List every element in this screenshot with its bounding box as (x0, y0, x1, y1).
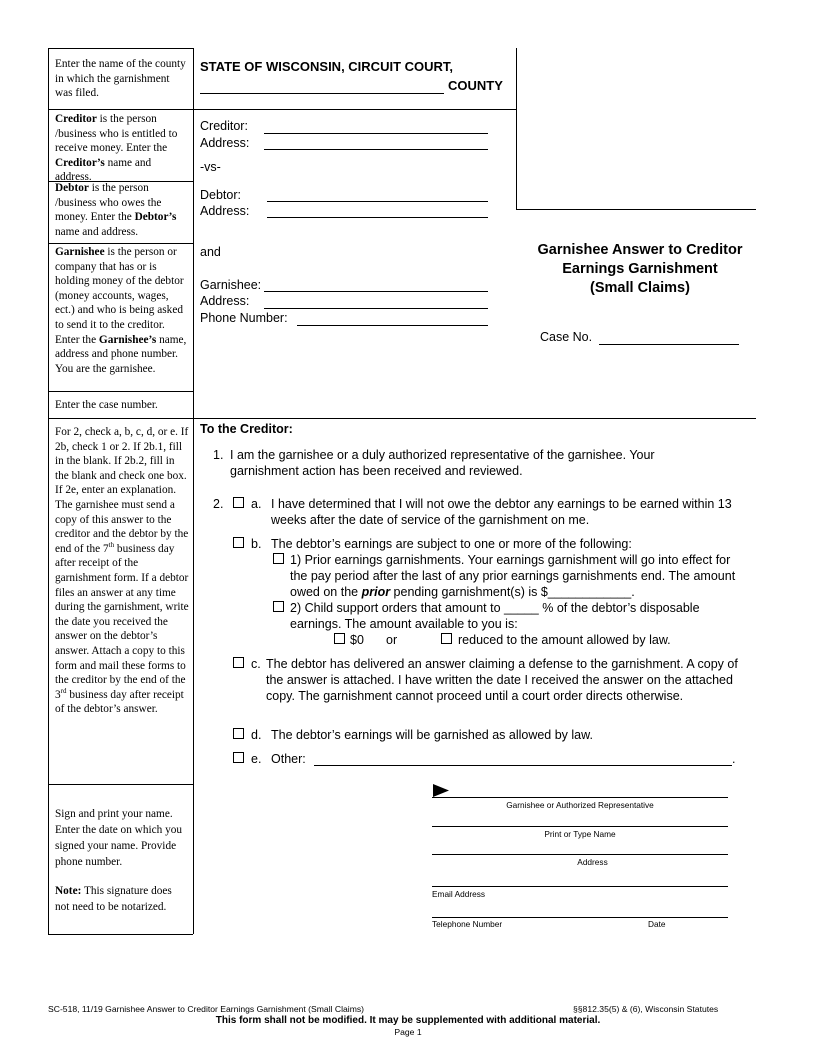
form-title-line3: (Small Claims) (590, 280, 690, 296)
instr-county: Enter the name of the county in which the garnishment was filed. (55, 58, 186, 100)
option-d-label: d. (251, 728, 262, 742)
option-c-text: The debtor has delivered an answer claiming a defense to the garnishment. A copy of the answer is attached. I have written the date I received the answer on the attached copy. The garnishment cannot proceed until a court order directs otherwise. (266, 657, 738, 703)
signature-line[interactable] (432, 797, 728, 798)
option-d-checkbox[interactable] (233, 728, 244, 739)
option-b-checkbox[interactable] (233, 537, 244, 548)
modification-notice: This form shall not be modified. It may be supplemented with additional material. (215, 1015, 601, 1026)
garnishee-phone-field[interactable] (297, 325, 488, 326)
creditor-label: Creditor: (200, 119, 248, 133)
option-a-label: a. (251, 497, 262, 511)
and-label: and (200, 245, 221, 259)
other-period: . (732, 752, 736, 766)
debtor-address-field[interactable] (267, 217, 488, 218)
address-line[interactable] (432, 854, 728, 855)
phone-label: Phone Number: (200, 311, 288, 325)
case-no-field[interactable] (599, 344, 739, 345)
option-a-checkbox[interactable] (233, 497, 244, 508)
option-b2-or: or (386, 633, 398, 647)
option-b2-zero-label: $0 (350, 633, 364, 647)
email-label: Email Address (432, 889, 486, 899)
option-e-text: Other: (271, 752, 306, 766)
item1-number: 1. (213, 448, 224, 462)
to-creditor: To the Creditor: (200, 422, 293, 436)
option-e-checkbox[interactable] (233, 752, 244, 763)
item2-number: 2. (213, 497, 224, 511)
garnishee-address-field[interactable] (264, 308, 488, 309)
option-b-text: The debtor’s earnings are subject to one or more of the following: (271, 537, 632, 551)
form-title-line2: Earnings Garnishment (562, 261, 718, 277)
option-e-label: e. (251, 752, 262, 766)
court-line: STATE OF WISCONSIN, CIRCUIT COURT, (200, 59, 454, 74)
item1-text: I am the garnishee or a duly authorized representative of the garnishee. Your garnishment action has been received and reviewed. (230, 448, 655, 478)
other-explanation-field[interactable] (314, 765, 732, 766)
option-b1-text: 1) Prior earnings garnishments. Your earnings garnishment will go into effect for the pay period after the last of any prior earnings garnishments end. The amount owed on the prior pending garnishment(s) is $____________. (290, 553, 736, 599)
creditor-address-label: Address: (200, 136, 250, 150)
garnishee-name-field[interactable] (264, 291, 488, 292)
form-title-line1: Garnishee Answer to Creditor (537, 242, 743, 258)
county-label: COUNTY (448, 78, 503, 93)
address-label: Address (577, 857, 608, 867)
instr-sign: Sign and print your name. Enter the date on which you signed your name. Provide phone number. (55, 808, 183, 868)
option-b2-checkbox[interactable] (273, 601, 284, 612)
option-b2-reduced-label: reduced to the amount allowed by law. (458, 633, 671, 647)
instr-note: Note: This signature does not need to be notarized. (55, 885, 172, 913)
option-b2-text: 2) Child support orders that amount to _____ % of the debtor’s disposable earnings. The amount available to you is: (290, 601, 700, 631)
debtor-label: Debtor: (200, 188, 241, 202)
garnishee-label: Garnishee: (200, 278, 262, 292)
creditor-name-field[interactable] (264, 133, 488, 134)
option-b1-checkbox[interactable] (273, 553, 284, 564)
option-c-checkbox[interactable] (233, 657, 244, 668)
option-b-label: b. (251, 537, 262, 551)
garnishee-address-label: Address: (200, 294, 250, 308)
instr-creditor: Creditor is the person /business who is entitled to receive money. Enter the Creditor’s name and address. (55, 113, 178, 184)
form-title (516, 241, 764, 298)
debtor-name-field[interactable] (267, 201, 488, 202)
statutes: §§812.35(5) & (6), Wisconsin Statutes (573, 1004, 719, 1014)
debtor-address-label: Address: (200, 204, 250, 218)
sign-here-arrow-icon (433, 784, 449, 797)
option-b2-reduced-checkbox[interactable] (441, 633, 452, 644)
page-number: Page 1 (394, 1027, 422, 1037)
instr-checks: For 2, check a, b, c, d, or e. If 2b, check 1 or 2. If 2b.1, fill in the blank. If 2b.2, fill in the blank and check one box. If 2e, enter an explanation. The garnishee must send a copy of this answer to the creditor and the debtor by the end of the 7th business day after receipt of the garnishment form. If a debtor files an answer at any time during the garnishment, write the date you received the answer on the debtor’s answer. Attach a copy to this form and mail these forms to the creditor by the end of the 3rd business day after receipt of the debtor’s answer. (55, 426, 189, 716)
signature-label: Garnishee or Authorized Representative (506, 800, 654, 810)
instr-case-number: Enter the case number. (55, 399, 158, 411)
option-a-text: I have determined that I will not owe the debtor any earnings to be earned within 13 weeks after the date of service of the garnishment on me. (271, 497, 732, 527)
option-b2-zero-checkbox[interactable] (334, 633, 345, 644)
form-id: SC-518, 11/19 Garnishee Answer to Creditor Earnings Garnishment (Small Claims) (48, 1004, 365, 1014)
instr-garnishee: Garnishee is the person or company that has or is holding money of the debtor (money accounts, wages, ect.) and who is being asked to send it to the creditor. Enter the Garnishee’s name, address and phone number. You are the garnishee. (55, 246, 187, 375)
option-d-text: The debtor’s earnings will be garnished as allowed by law. (271, 728, 593, 742)
county-name-field[interactable] (200, 93, 444, 94)
email-line[interactable] (432, 886, 728, 887)
print-name-label: Print or Type Name (544, 829, 616, 839)
telephone-label: Telephone Number (432, 919, 503, 929)
case-no-label: Case No. (540, 330, 593, 344)
option-c-label: c. (251, 657, 261, 671)
date-label: Date (648, 919, 666, 929)
creditor-address-field[interactable] (264, 149, 488, 150)
vs-label: -vs- (200, 160, 221, 174)
print-name-line[interactable] (432, 826, 728, 827)
phone-date-line[interactable] (432, 917, 728, 918)
instr-debtor: Debtor is the person /business who owes the money. Enter the Debtor’s name and address. (55, 182, 177, 238)
